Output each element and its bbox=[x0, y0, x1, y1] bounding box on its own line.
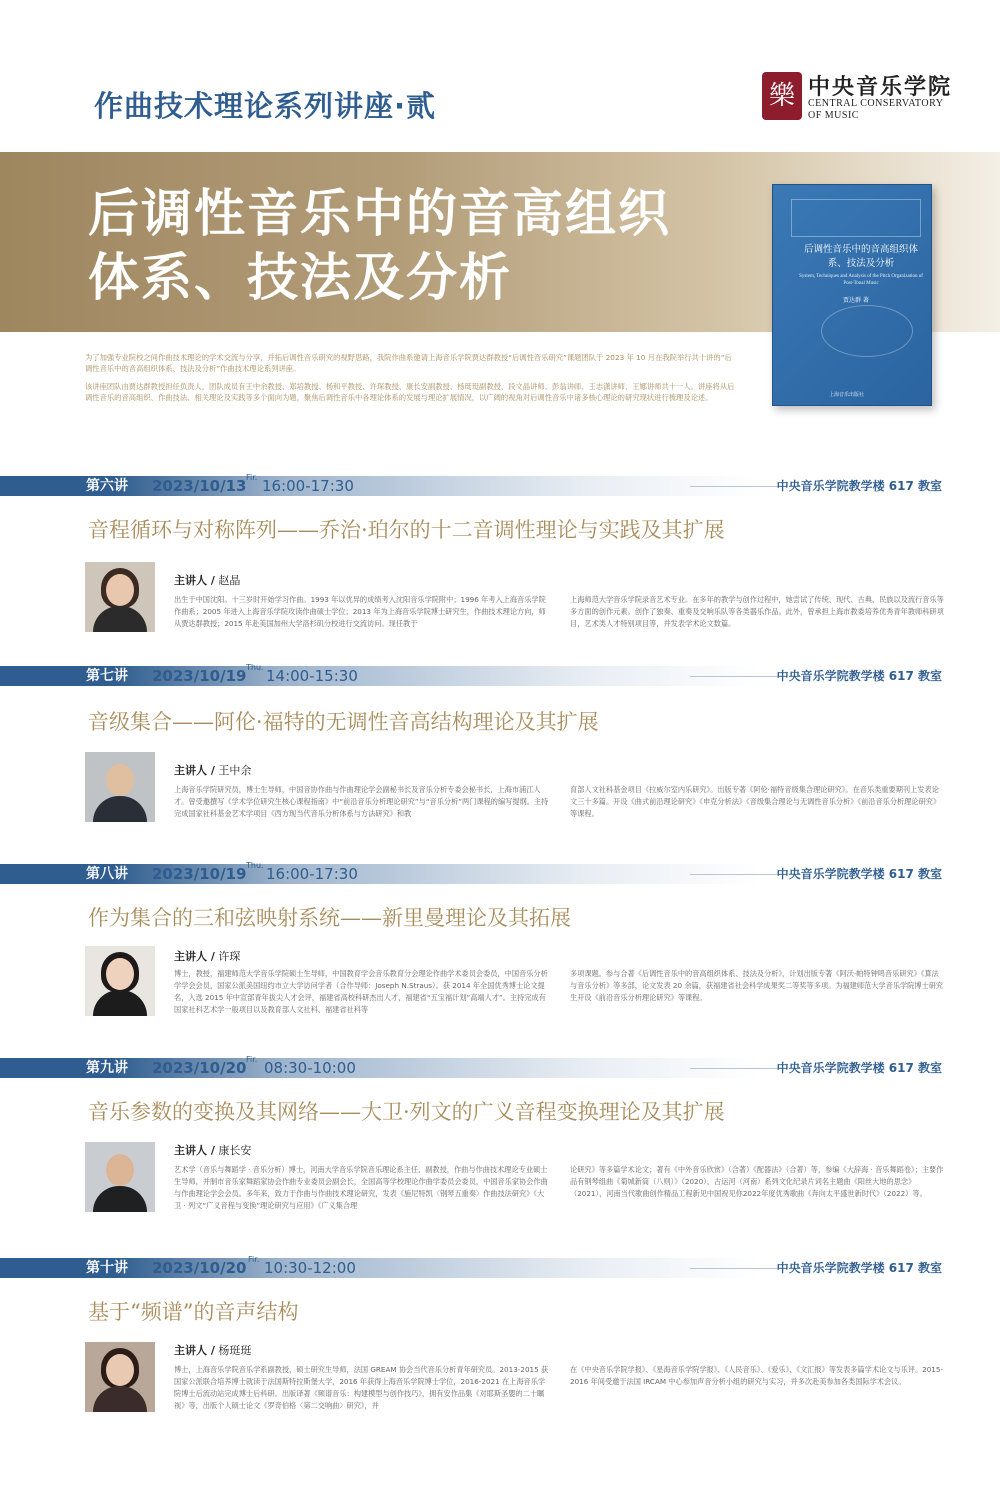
speaker-photo bbox=[85, 1142, 155, 1212]
lecture-venue: 中央音乐学院教学楼 617 教室 bbox=[776, 867, 942, 881]
speaker-name: 许琛 bbox=[218, 950, 241, 963]
speaker-name: 赵晶 bbox=[218, 574, 241, 587]
speaker-name: 杨珽珽 bbox=[218, 1344, 252, 1357]
speaker-name: 王中余 bbox=[218, 764, 252, 777]
lecture-venue: 中央音乐学院教学楼 617 教室 bbox=[776, 669, 942, 683]
speaker-photo bbox=[85, 1342, 155, 1412]
lecture-weekday: Fir. bbox=[246, 1055, 258, 1064]
speaker-label: 主讲人 / bbox=[174, 1344, 215, 1357]
conservatory-logo bbox=[762, 70, 962, 122]
speaker-label: 主讲人 / bbox=[174, 764, 215, 777]
lecture-venue: 中央音乐学院教学楼 617 教室 bbox=[776, 479, 942, 493]
lecture-weekday: Thu. bbox=[246, 663, 264, 672]
lecture-number: 第七讲 bbox=[86, 668, 128, 684]
lecture-title: 音级集合——阿伦·福特的无调性音高结构理论及其扩展 bbox=[88, 710, 599, 734]
logo-name-en-line1: CENTRAL CONSERVATORY bbox=[808, 98, 944, 109]
lecture-time: 16:00-17:30 bbox=[262, 477, 354, 495]
lecture-title: 音乐参数的变换及其网络——大卫·列文的广义音程变换理论及其扩展 bbox=[88, 1100, 725, 1124]
banner-title-line1: 后调性音乐中的音高组织 bbox=[88, 184, 672, 244]
lecture-number: 第八讲 bbox=[86, 866, 128, 882]
lecture-date: 2023/10/13 bbox=[152, 477, 247, 495]
book-cover-ornament bbox=[821, 305, 913, 357]
speaker-line bbox=[174, 1142, 251, 1158]
lecture-time: 08:30-10:00 bbox=[264, 1059, 356, 1077]
lecture-number: 第六讲 bbox=[86, 478, 128, 494]
lecture-title: 作为集合的三和弦映射系统——新里曼理论及其拓展 bbox=[88, 906, 571, 930]
lecture-weekday: Fir. bbox=[248, 1255, 260, 1264]
lecture-time: 10:30-12:00 bbox=[264, 1259, 356, 1277]
series-title: 作曲技术理论系列讲座·贰 bbox=[94, 89, 437, 123]
book-author: 贾达群 著 bbox=[843, 297, 869, 304]
lecture-header-bar bbox=[0, 1255, 1000, 1278]
speaker-bio-right: 在《中央音乐学院学报》、《星海音乐学院学报》、《人民音乐》、《爱乐》、《文汇报》等发表多篇学术论文与乐评。2015-2016 年间受邀于法国 IRCAM 中心参加声音分析小组的研究与实习，并多次赴美参加各类国际学术会议。 bbox=[570, 1365, 944, 1386]
speaker-label: 主讲人 / bbox=[174, 574, 215, 587]
lecture-weekday: Fir. bbox=[246, 473, 258, 482]
speaker-bio-left: 艺术学（音乐与舞蹈学 · 音乐分析）博士，河南大学音乐学院音乐理论系主任，副教授，作曲与作曲技术理论专业硕士生导师，并制市音乐家舞蹈家协会作曲专业委员会副会长，全国高等学校理论作曲学委员会委员，中国音乐家协会作曲与作曲理论学会会员。多年来，致力于作曲与作曲技术理论研究，发表《施尼特凯〈钢琴五重奏〉作曲技法研究》《大卫 · 列文“广义音程与变换”理论研究与应用》《广义集合理 bbox=[174, 1165, 548, 1210]
speaker-bio-left: 博士，教授，福建师范大学音乐学院硕士生导师，中国教育学会音乐教育分会理论作曲学术委员会委员，中国音乐分析学学会会员，国家公派美国纽约市立大学访问学者（合作导师：Joseph N.Straus）。获 2014 年全国优秀博士论文提名，入选 2015 年中宣部青年拔尖人才会评，福建省高校科研杰出人才，福建省“五宝福计划”高端人才”。主持完成有国家社科艺术学一般项目以及教育部人文社科、福建省社科等 bbox=[174, 969, 548, 1014]
logo-seal-icon: 樂 bbox=[762, 72, 802, 120]
book-cover-ornament bbox=[791, 199, 921, 237]
book-title: 后调性音乐中的音高组织体系、技法及分析 bbox=[803, 244, 918, 269]
banner-title-line2: 体系、技法及分析 bbox=[88, 248, 513, 308]
speaker-line bbox=[174, 572, 240, 588]
speaker-name: 康长安 bbox=[218, 1144, 252, 1157]
lecture-header-bar bbox=[0, 861, 1000, 884]
speaker-photo bbox=[85, 946, 155, 1016]
lecture-venue: 中央音乐学院教学楼 617 教室 bbox=[776, 1261, 942, 1275]
speaker-photo bbox=[85, 752, 155, 822]
lecture-date: 2023/10/20 bbox=[152, 1059, 247, 1077]
book-cover bbox=[772, 184, 932, 406]
book-publisher: 上海音乐出版社 bbox=[829, 392, 865, 398]
speaker-bio-right: 论研究》等多篇学术论文；著有《中外音乐欣赏》（合著）《配器法》（合著）等，参编《大辞海 · 音乐舞蹈卷》；主要作品有钢琴组曲《菊城新筒（八则）》（2020），古运河（河南）系列文化纪录片词名主题曲《阳丝大地的思念》（2021），河南当代歌曲创作精品工程新见中国祝见你2022年度优秀歌曲《奔向太平盛世新时代》（2022）等。 bbox=[570, 1165, 944, 1198]
lecture-header-bar bbox=[0, 663, 1000, 686]
intro-paragraph-2: 该讲座团队由贾达群教授担任负责人，团队成员有王中余教授、郑培教授、杨和平教授、许琛教授、康长安副教授、杨珽珽副教授、段文晶讲师、彭翁讲师、王志潇讲师、王娜讲师共十一人。讲座将从后调性音乐的音高组织、作曲技法、相关理论及实践等多个面向为题，聚焦后调性音乐中各理论体系的发展与理论扩展情况，以广阔的视角对后调性音乐中诸多核心理论的研究现状进行梳理及论述。 bbox=[85, 382, 735, 402]
speaker-bio-left: 出生于中国沈阳。十三岁时开始学习作曲。1993 年以优异的成绩考入沈阳音乐学院附中；1996 年考入上海音乐学院作曲系；2005 年进入上海音乐学院攻读作曲硕士学位；2013 年为上海音乐学院博士研究生，作曲技术理论方向，师从贾达群教授；2015 年赴美国加州大学洛杉矶分校进行交流访问。现任教于 bbox=[174, 595, 546, 628]
lecture-header-bar bbox=[0, 1055, 1000, 1078]
book-title-en: System, Techniques and Analysis of the Pitch Organization of Post-Tonal Music bbox=[799, 274, 923, 286]
lecture-header-bar bbox=[0, 473, 1000, 496]
speaker-bio-right: 育部人文社科基金项目《拉威尔室内乐研究》。出版专著《阿伦·福特音级集合理论研究》。在音乐类重要期刊上发表论文三十多篇。开设《曲式前沿理论研究》《申克分析法》《音级集合理论与无调性音乐分析》《前沿音乐分析理论研究》等课程。 bbox=[570, 785, 941, 818]
speaker-line bbox=[174, 762, 251, 778]
lecture-time: 14:00-15:30 bbox=[266, 667, 358, 685]
logo-name-cn: 中央音乐学院 bbox=[808, 74, 953, 100]
speaker-line bbox=[174, 1342, 251, 1358]
intro-paragraph-1: 为了加强专业院校之间作曲技术理论的学术交流与分享，并拓后调性音乐研究的视野思路，我院作曲系邀请上海音乐学院贾达群教授“后调性音乐研究”课题团队于 2023 年 10 月在我院举行共十讲的“后调性音乐中的音高组织体系、技法及分析”作曲技术理论系列讲座。 bbox=[85, 353, 732, 373]
speaker-label: 主讲人 / bbox=[174, 950, 215, 963]
lecture-venue: 中央音乐学院教学楼 617 教室 bbox=[776, 1061, 942, 1075]
lecture-date: 2023/10/19 bbox=[152, 667, 247, 685]
speaker-bio-left: 上海音乐学院研究员，博士生导师，中国音协作曲与作曲理论学会副秘书长及音乐分析专委会秘书长，上海市浦江人才。曾受邀撰写《学术学位研究生核心课程指南》中“前沿音乐分析理论研究”与“音乐分析”两门课程的编写提纲。主持完成国家社科基金艺术学项目《西方现当代音乐分析体系与方法研究》和教 bbox=[174, 785, 549, 818]
lecture-number: 第九讲 bbox=[86, 1060, 128, 1076]
lecture-time: 16:00-17:30 bbox=[266, 865, 358, 883]
speaker-photo bbox=[85, 562, 155, 632]
lecture-date: 2023/10/19 bbox=[152, 865, 247, 883]
lecture-weekday: Thu. bbox=[246, 861, 264, 870]
speaker-bio-right: 上海师范大学音乐学院录音艺术专业。在多年的教学与创作过程中，她尝试了传统、现代、古典、民族以及流行音乐等多方面的创作元素。创作了独奏、重奏及交响乐队等各类器乐作品。此外，曾承担上海市教委培养优秀青年教师科研项目，艺术类人才特别项目等，并发表学术论文数篇。 bbox=[570, 595, 944, 628]
lecture-date: 2023/10/20 bbox=[152, 1259, 247, 1277]
lecture-title: 音程循环与对称阵列——乔治·珀尔的十二音调性理论与实践及其扩展 bbox=[88, 518, 725, 542]
speaker-label: 主讲人 / bbox=[174, 1144, 215, 1157]
lecture-title: 基于“频谱”的音声结构 bbox=[88, 1300, 299, 1324]
logo-name-en-line2: OF MUSIC bbox=[808, 110, 859, 121]
speaker-bio-right: 多项课题。参与合著《后调性音乐中的音高组织体系、技法及分析》，计划出版专著《阿沃·帕特钟鸣音乐研究》《算法与音乐分析》等多部，论文发表 20 余篇，获福建省社会科学成果奖二等奖等多项。为福建师范大学音乐学院博士研究生开设《前沿音乐分析理论研究》等课程。 bbox=[570, 969, 944, 1002]
lecture-number: 第十讲 bbox=[86, 1260, 128, 1276]
speaker-bio-left: 博士，上海音乐学院音乐学系副教授，硕士研究生导师，法国 GREAM 协会当代音乐分析青年研究员。2013-2015 获国家公派联合培养博士就读于法国斯特拉斯堡大学，2016 年获得上海音乐学院博士学位，2016-2021 在上海音乐学院博士后流动站完成博士后科研。出版译著《频谱音乐：构建模型与创作技巧》，拥有安作品集《对耶斯圣嬰的二十瞩视》等，出版个人硕士论文《罗奇伯格〈第二交响曲〉研究》，并 bbox=[174, 1365, 549, 1410]
speaker-line bbox=[174, 948, 240, 964]
